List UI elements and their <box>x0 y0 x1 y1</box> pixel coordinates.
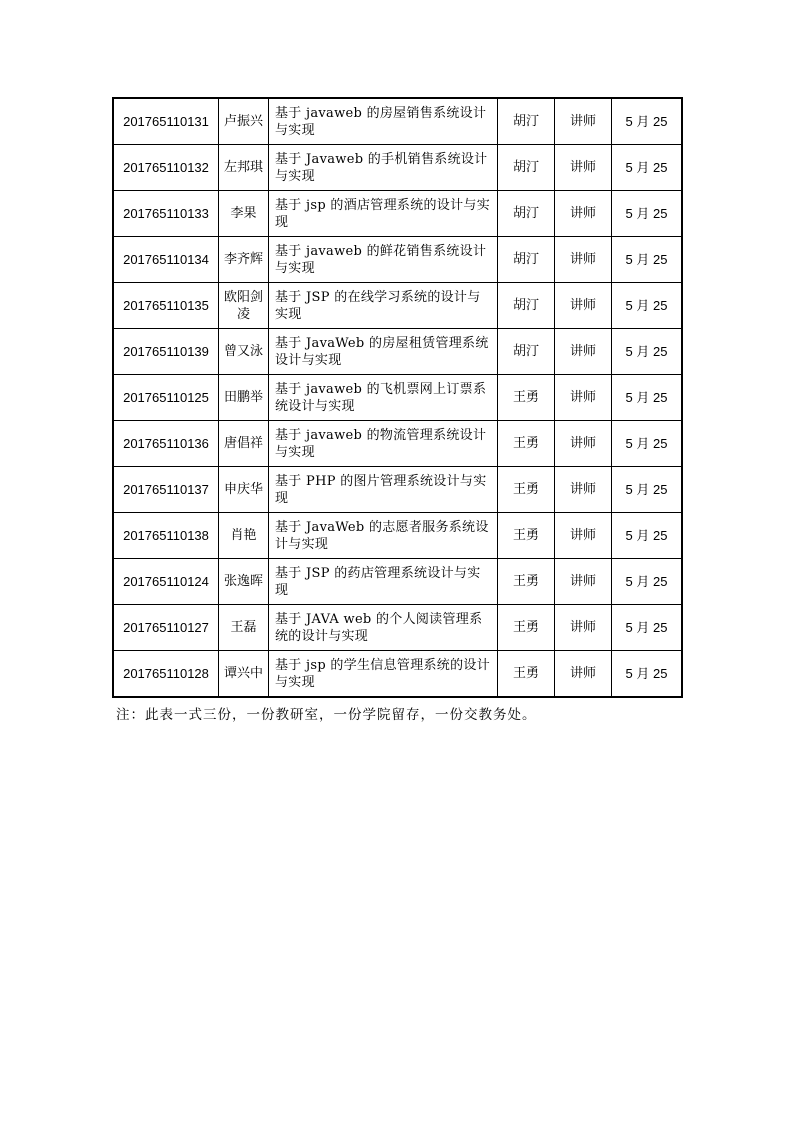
date-cell: 5 月 25 <box>612 237 683 283</box>
thesis-title-cell: 基于 jsp 的酒店管理系统的设计与实现 <box>269 191 498 237</box>
table-row <box>113 145 682 191</box>
student-id-cell: 201765110132 <box>113 145 219 191</box>
advisor-cell: 王勇 <box>498 651 555 698</box>
advisor-cell: 胡汀 <box>498 191 555 237</box>
thesis-title-cell: 基于 javaweb 的房屋销售系统设计与实现 <box>269 98 498 145</box>
advisor-rank-cell: 讲师 <box>555 605 612 651</box>
advisor-cell: 王勇 <box>498 375 555 421</box>
advisor-rank-cell: 讲师 <box>555 191 612 237</box>
thesis-title-cell: 基于 JSP 的药店管理系统设计与实现 <box>269 559 498 605</box>
student-name-cell: 唐倡祥 <box>219 421 269 467</box>
student-name-cell: 卢振兴 <box>219 98 269 145</box>
date-cell: 5 月 25 <box>612 283 683 329</box>
student-name-cell: 李果 <box>219 191 269 237</box>
student-id-cell: 201765110134 <box>113 237 219 283</box>
date-cell: 5 月 25 <box>612 513 683 559</box>
advisor-rank-cell: 讲师 <box>555 559 612 605</box>
student-id-cell: 201765110137 <box>113 467 219 513</box>
advisor-rank-cell: 讲师 <box>555 421 612 467</box>
student-id-cell: 201765110127 <box>113 605 219 651</box>
table-row <box>113 237 682 283</box>
thesis-title-cell: 基于 JavaWeb 的房屋租赁管理系统设计与实现 <box>269 329 498 375</box>
table-row <box>113 605 682 651</box>
student-name-cell: 肖艳 <box>219 513 269 559</box>
advisor-rank-cell: 讲师 <box>555 513 612 559</box>
student-id-cell: 201765110128 <box>113 651 219 698</box>
student-id-cell: 201765110133 <box>113 191 219 237</box>
student-name-cell: 张逸晖 <box>219 559 269 605</box>
advisor-cell: 胡汀 <box>498 145 555 191</box>
thesis-schedule-table <box>112 97 683 698</box>
date-cell: 5 月 25 <box>612 98 683 145</box>
thesis-title-cell: 基于 PHP 的图片管理系统设计与实现 <box>269 467 498 513</box>
advisor-cell: 胡汀 <box>498 98 555 145</box>
student-id-cell: 201765110124 <box>113 559 219 605</box>
date-cell: 5 月 25 <box>612 329 683 375</box>
student-name-cell: 曾又泳 <box>219 329 269 375</box>
table-row <box>113 651 682 698</box>
advisor-cell: 王勇 <box>498 605 555 651</box>
thesis-title-cell: 基于 JavaWeb 的志愿者服务系统设计与实现 <box>269 513 498 559</box>
footnote: 注：此表一式三份，一份教研室，一份学院留存，一份交教务处。 <box>116 707 537 723</box>
student-name-cell: 李齐辉 <box>219 237 269 283</box>
advisor-cell: 王勇 <box>498 559 555 605</box>
advisor-rank-cell: 讲师 <box>555 283 612 329</box>
student-name-cell: 谭兴中 <box>219 651 269 698</box>
table-row <box>113 191 682 237</box>
thesis-title-cell: 基于 JAVA web 的个人阅读管理系统的设计与实现 <box>269 605 498 651</box>
table-row <box>113 283 682 329</box>
student-id-cell: 201765110139 <box>113 329 219 375</box>
table-row <box>113 513 682 559</box>
student-name-cell: 王磊 <box>219 605 269 651</box>
advisor-cell: 王勇 <box>498 421 555 467</box>
date-cell: 5 月 25 <box>612 605 683 651</box>
table-body <box>113 98 682 697</box>
date-cell: 5 月 25 <box>612 559 683 605</box>
table-row <box>113 421 682 467</box>
student-name-cell: 田鹏举 <box>219 375 269 421</box>
student-id-cell: 201765110135 <box>113 283 219 329</box>
student-id-cell: 201765110131 <box>113 98 219 145</box>
thesis-title-cell: 基于 javaweb 的鲜花销售系统设计与实现 <box>269 237 498 283</box>
date-cell: 5 月 25 <box>612 421 683 467</box>
advisor-cell: 胡汀 <box>498 283 555 329</box>
thesis-title-cell: 基于 javaweb 的物流管理系统设计与实现 <box>269 421 498 467</box>
thesis-title-cell: 基于 jsp 的学生信息管理系统的设计与实现 <box>269 651 498 698</box>
date-cell: 5 月 25 <box>612 467 683 513</box>
table-row <box>113 98 682 145</box>
advisor-cell: 胡汀 <box>498 237 555 283</box>
advisor-rank-cell: 讲师 <box>555 145 612 191</box>
student-name-cell: 欧阳剑凌 <box>219 283 269 329</box>
date-cell: 5 月 25 <box>612 651 683 698</box>
table-row <box>113 467 682 513</box>
date-cell: 5 月 25 <box>612 191 683 237</box>
student-id-cell: 201765110138 <box>113 513 219 559</box>
date-cell: 5 月 25 <box>612 145 683 191</box>
table-row <box>113 329 682 375</box>
thesis-title-cell: 基于 JSP 的在线学习系统的设计与实现 <box>269 283 498 329</box>
table-row <box>113 559 682 605</box>
student-id-cell: 201765110136 <box>113 421 219 467</box>
advisor-rank-cell: 讲师 <box>555 467 612 513</box>
advisor-cell: 王勇 <box>498 513 555 559</box>
student-name-cell: 左邦琪 <box>219 145 269 191</box>
advisor-rank-cell: 讲师 <box>555 651 612 698</box>
table-row <box>113 375 682 421</box>
advisor-cell: 王勇 <box>498 467 555 513</box>
thesis-title-cell: 基于 Javaweb 的手机销售系统设计与实现 <box>269 145 498 191</box>
thesis-title-cell: 基于 javaweb 的飞机票网上订票系统设计与实现 <box>269 375 498 421</box>
advisor-rank-cell: 讲师 <box>555 98 612 145</box>
advisor-cell: 胡汀 <box>498 329 555 375</box>
student-name-cell: 申庆华 <box>219 467 269 513</box>
date-cell: 5 月 25 <box>612 375 683 421</box>
advisor-rank-cell: 讲师 <box>555 329 612 375</box>
advisor-rank-cell: 讲师 <box>555 375 612 421</box>
advisor-rank-cell: 讲师 <box>555 237 612 283</box>
student-id-cell: 201765110125 <box>113 375 219 421</box>
